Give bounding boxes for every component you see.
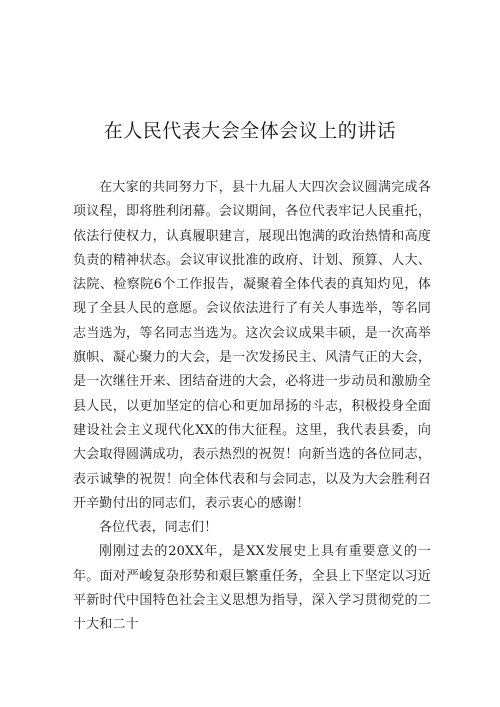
- paragraph-salutation: 各位代表，同志们！: [99, 520, 218, 536]
- document-body: [73, 176, 431, 638]
- document-title: 在人民代表大会全体会议上的讲话: [103, 120, 397, 142]
- paragraph-review: 刚刚过去的20XX年，是XX发展史上具有重要意义的一年。面对严峻复杂形势和艰巨繁重任务，全县上下坚定以习近平新时代中国特色社会主义思想为指导，深入学习贯彻党的二十大和二十: [73, 544, 431, 633]
- paragraph-opening: 在大家的共同努力下，县十九届人大四次会议圆满完成各项议程，即将胜利闭幕。会议期间，各位代表牢记人民重托，依法行使权力，认真履职建言，展现出饱满的政治热情和高度负责的精神状态。会议审议批准的政府、计划、预算、人大、法院、检察院6个工作报告，凝聚着全体代表的真知灼见，体现了全县人民的意愿。会议依法进行了有关人事选举，等名同志当选为，等名同志当选为。这次会议成果丰硕，是一次高举旗帜、凝心聚力的大会，是一次发扬民主、风清气正的大会，是一次继往开来、团结奋进的大会，必将进一步动员和激励全县人民，以更加坚定的信心和更加昂扬的斗志，积极投身全面建设社会主义现代化XX的伟大征程。这里，我代表县委，向大会取得圆满成功，表示热烈的祝贺！向新当选的各位同志，表示诚挚的祝贺！向全体代表和与会同志，以及为大会胜利召开辛勤付出的同志们，表示衷心的感谢！: [73, 180, 431, 511]
